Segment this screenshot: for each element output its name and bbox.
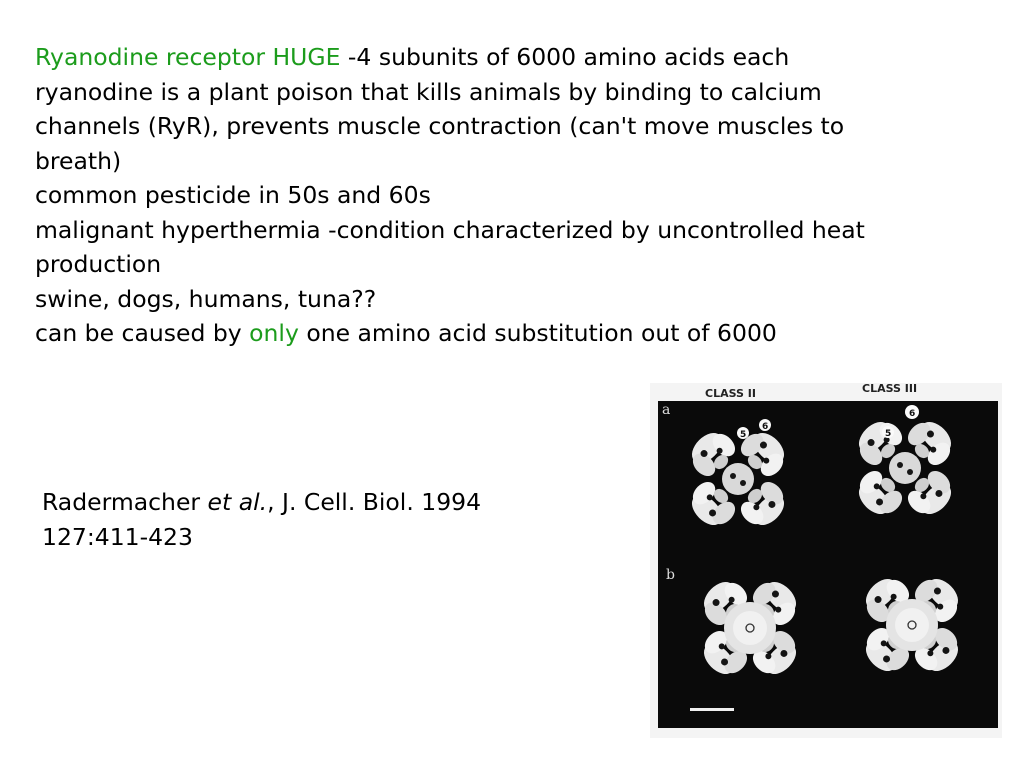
- text-line-4: breath): [35, 146, 122, 175]
- subunits-text: -4 subunits of 6000 amino acids each: [340, 43, 790, 71]
- text-line-3: channels (RyR), prevents muscle contraction (can't move muscles to: [35, 112, 845, 140]
- title-ryanodine-receptor: Ryanodine receptor HUGE: [35, 43, 341, 71]
- citation: [42, 485, 481, 554]
- substitution-text: one amino acid substitution out of 6000: [298, 319, 777, 347]
- citation-pages: 127:411-423: [42, 522, 193, 551]
- text-line-6: malignant hyperthermia -condition characterized by uncontrolled heat: [35, 215, 865, 244]
- text-line-9: [35, 316, 995, 351]
- class-ii-label: CLASS II: [705, 387, 756, 400]
- citation-author: Radermacher: [42, 488, 208, 516]
- citation-line-1: [42, 485, 481, 520]
- marker-5-right: 5: [885, 429, 892, 439]
- marker-6-right: 6: [909, 409, 916, 419]
- panel-a-label: a: [662, 402, 671, 418]
- text-line-7: production: [35, 250, 162, 278]
- caused-by-text: can be caused by: [35, 319, 250, 347]
- main-text-block: [35, 40, 995, 351]
- marker-6-left: 6: [762, 422, 769, 432]
- citation-journal: , J. Cell. Biol. 1994: [267, 488, 482, 516]
- text-line-1: [35, 40, 995, 75]
- text-line-8: swine, dogs, humans, tuna??: [35, 284, 377, 313]
- micrograph-svg: [650, 383, 1002, 738]
- ryanodine-receptor-micrograph: [650, 383, 1002, 738]
- class-iii-label: CLASS III: [862, 383, 918, 395]
- text-line-5: common pesticide in 50s and 60s: [35, 181, 431, 209]
- scale-bar: [690, 708, 734, 711]
- citation-etal: et al.: [207, 488, 268, 516]
- text-line-2: ryanodine is a plant poison that kills animals by binding to calcium: [35, 77, 822, 106]
- panel-b-label: b: [666, 567, 675, 583]
- only-emphasis: only: [249, 319, 299, 347]
- marker-5-left: 5: [740, 430, 747, 440]
